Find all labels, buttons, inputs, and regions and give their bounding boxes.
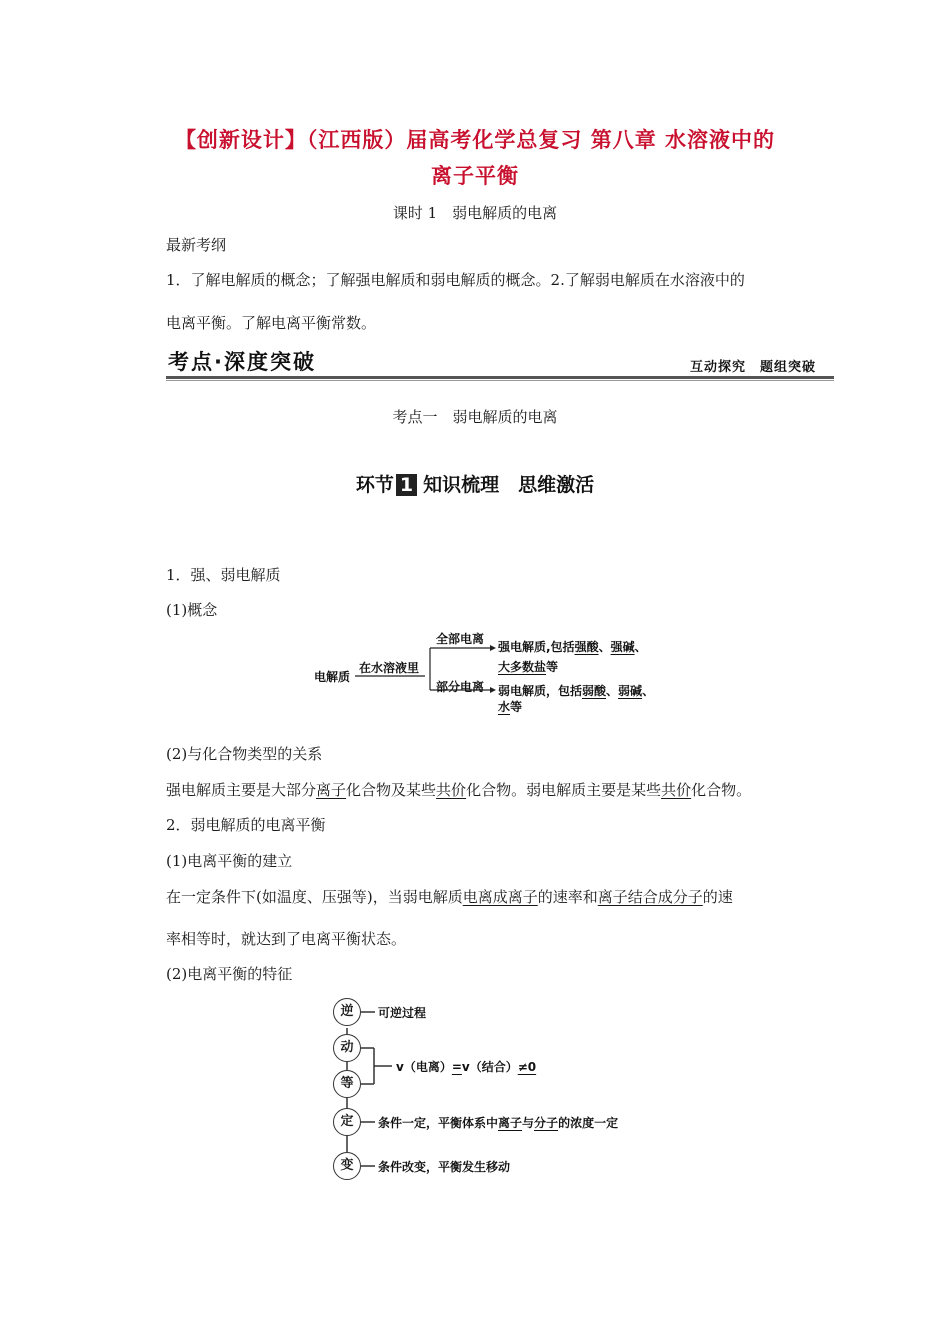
banner-rule-thin	[166, 380, 834, 381]
feature-circle-1: 逆	[333, 998, 361, 1026]
s1-heading: 1．强、弱电解质	[166, 566, 281, 584]
most-salts: 大多数盐	[498, 660, 547, 674]
step-heading	[0, 470, 950, 497]
s2-para-line2: 率相等时，就达到了电离平衡状态。	[166, 930, 407, 948]
strong-electrolyte-line2: 大多数盐等	[498, 660, 559, 674]
water: 水	[498, 700, 511, 714]
step-prefix: 环节	[355, 474, 394, 496]
feature-circle-5: 变	[333, 1152, 361, 1180]
feature-text-4: 条件一定，平衡体系中离子与分子的浓度一定	[378, 1116, 619, 1130]
strong-electrolyte-line1: 强电解质,包括强酸、强碱、	[498, 640, 647, 654]
weak-acid: 弱酸	[582, 684, 607, 698]
lesson-heading: 课时 1 弱电解质的电离	[392, 204, 558, 222]
s2-sub1: (1)电离平衡的建立	[166, 852, 293, 870]
concept-branch-partial: 部分电离	[436, 680, 485, 694]
section-banner-subtitle: 互动探究 题组突破	[690, 360, 817, 375]
s2-para-line1: 在一定条件下(如温度、压强等)，当弱电解质电离成离子的速率和离子结合成分子的速	[166, 888, 733, 906]
feature-diagram-lines	[330, 998, 670, 1183]
feature-text-1: 可逆过程	[378, 1006, 427, 1020]
doc-title-line1: 【创新设计】（江西版）届高考化学总复习 第八章 水溶液中的	[174, 128, 776, 152]
strong-base: 强碱	[610, 640, 635, 654]
s1-relation: 强电解质主要是大部分离子化合物及某些共价化合物。弱电解质主要是某些共价化合物。	[166, 781, 752, 799]
weak-electrolyte-line1: 弱电解质，包括弱酸、弱碱、	[498, 684, 655, 698]
concept-root: 电解质	[314, 670, 351, 684]
s1-sub1: (1)概念	[166, 601, 218, 619]
concept-diagram	[300, 628, 700, 718]
step-title: 知识梳理 思维激活	[423, 474, 595, 496]
feature-circle-2: 动	[333, 1034, 361, 1062]
feature-circle-4: 定	[333, 1108, 361, 1136]
step-number: 1	[396, 474, 417, 496]
s2-sub2: (2)电离平衡的特征	[166, 965, 293, 983]
syllabus-line2: 电离平衡。了解电离平衡常数。	[166, 314, 377, 332]
section-banner-title: 考点·深度突破	[168, 350, 316, 374]
strong-acid: 强酸	[574, 640, 599, 654]
concept-branch-full: 全部电离	[436, 632, 485, 646]
syllabus-line1: 1．了解电解质的概念；了解强电解质和弱电解质的概念。2.了解弱电解质在水溶液中的	[166, 271, 745, 289]
feature-diagram	[330, 998, 670, 1183]
doc-title-line2: 离子平衡	[431, 164, 519, 188]
feature-text-5: 条件改变，平衡发生移动	[378, 1160, 511, 1174]
banner-rule	[166, 376, 834, 379]
feature-circle-3: 等	[333, 1070, 361, 1098]
kaodian-heading: 考点一 弱电解质的电离	[392, 408, 558, 426]
concept-condition: 在水溶液里	[359, 661, 420, 675]
s2-heading: 2．弱电解质的电离平衡	[166, 816, 326, 834]
weak-base: 弱碱	[618, 684, 643, 698]
syllabus-heading: 最新考纲	[166, 236, 227, 254]
weak-electrolyte-line2: 水等	[498, 700, 523, 714]
feature-text-23: v（电离）=v（结合）≠0	[396, 1060, 537, 1074]
s1-sub2: (2)与化合物类型的关系	[166, 745, 323, 763]
